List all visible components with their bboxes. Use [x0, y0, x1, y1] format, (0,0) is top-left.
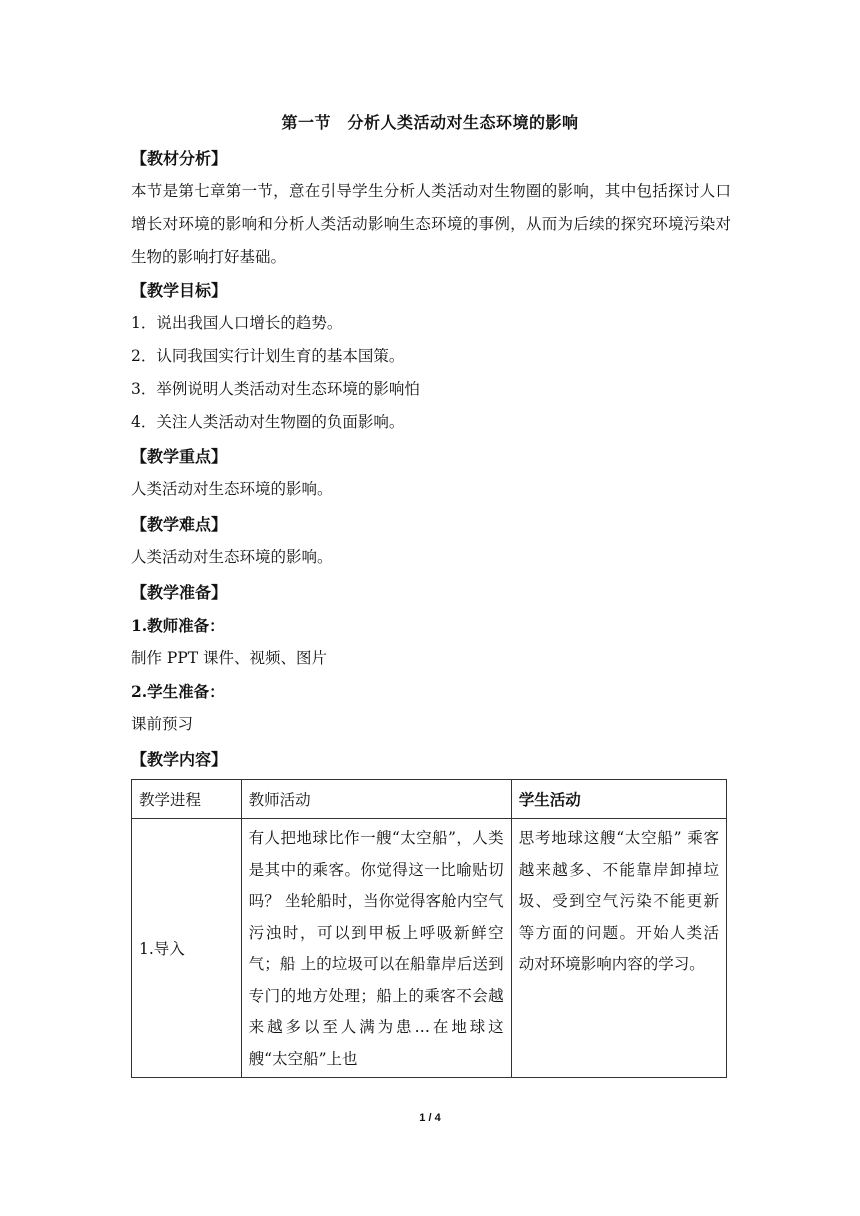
student-activity-text: 思考地球这艘“太空船” 乘客越来越多、不能靠岸卸掉垃圾、受到空气污染不能更新等方面的问题。开始人类活动对环境影响内容的学习。 — [518, 829, 719, 973]
goal-item: 1．说出我国人口增长的趋势。 — [131, 314, 343, 332]
stage-cell: 1.导入 — [132, 819, 242, 1078]
goal-item: 2．认同我国实行计划生育的基本国策。 — [131, 347, 405, 365]
teacher-prep-heading: 1.教师准备： — [131, 616, 225, 635]
table-header-row — [132, 780, 727, 819]
material-section — [131, 142, 731, 274]
page-title: 第一节 分析人类活动对生态环境的影响 — [281, 113, 579, 132]
difficult-section — [131, 508, 731, 574]
teacher-activity-text: 有人把地球比作一艘“太空船”，人类是其中的乘客。你觉得这一比喻贴切吗？ 坐轮船时，当你觉得客舱内空气污浊时，可以到甲板上呼吸新鲜空气；船 上的垃圾可以在船靠岸后送到专门的地方处理；船上的乘客不会越来越多以至人满为患…在地球这艘“太空船”上也 — [248, 829, 504, 1068]
material-text: 本节是第七章第一节，意在引导学生分析人类活动对生物圈的影响，其中包括探讨人口增长对环境的影响和分析人类活动影响生态环境的事例，从而为后续的探究环境污染对生物的影响打好基础。 — [131, 182, 731, 266]
key-text: 人类活动对生态环境的影响。 — [131, 480, 333, 498]
goals-section — [131, 274, 731, 439]
teacher-prep-text: 制作 PPT 课件、视频、图片 — [131, 649, 328, 667]
goal-item: 3．举例说明人类活动对生态环境的影响怕 — [131, 380, 420, 398]
content-section — [131, 743, 731, 776]
prep-heading: 【教学准备】 — [131, 583, 228, 602]
material-heading: 【教材分析】 — [131, 149, 228, 168]
student-prep-heading: 2.学生准备： — [131, 682, 225, 701]
student-prep-text: 课前预习 — [131, 715, 194, 733]
table-header-teacher: 教师活动 — [241, 780, 511, 819]
lesson-table — [131, 779, 727, 1078]
page-number: 1 / 4 — [419, 1112, 441, 1124]
content-heading: 【教学内容】 — [131, 750, 228, 769]
table-header-stage: 教学进程 — [132, 780, 242, 819]
difficult-text: 人类活动对生态环境的影响。 — [131, 548, 333, 566]
key-heading: 【教学重点】 — [131, 447, 228, 466]
teacher-activity-cell — [241, 819, 511, 1078]
table-header-student: 学生活动 — [511, 780, 726, 819]
table-row — [132, 819, 727, 1078]
goal-item: 4．关注人类活动对生物圈的负面影响。 — [131, 413, 405, 431]
difficult-heading: 【教学难点】 — [131, 515, 228, 534]
prep-section — [131, 576, 731, 741]
goals-heading: 【教学目标】 — [131, 281, 228, 300]
student-activity-cell — [511, 819, 726, 1078]
key-section — [131, 440, 731, 506]
